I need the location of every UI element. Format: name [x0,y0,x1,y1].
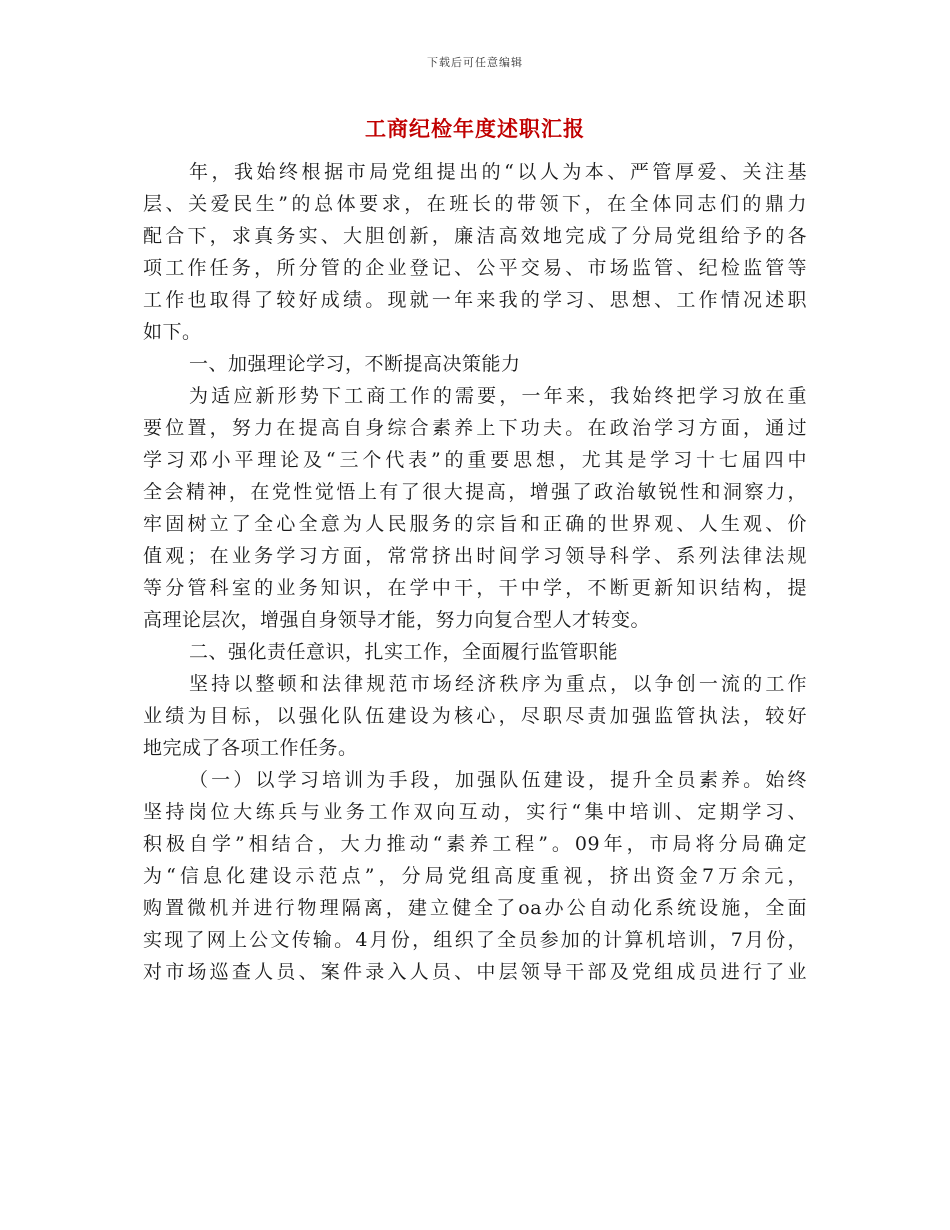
text-line: 值观；在业务学习方面，常常挤出时间学习领导科学、系列法律法规 [143,545,807,567]
text-line: 项工作任务，所分管的企业登记、公平交易、市场监管、纪检监管等 [143,257,807,279]
text-line: 要位置，努力在提高自身综合素养上下功夫。在政治学习方面，通过 [143,417,807,439]
text-line: 地完成了各项工作任务。 [143,737,358,759]
text-line: 购置微机并进行物理隔离，建立健全了oa办公自动化系统设施，全面 [143,897,807,919]
page-title: 工商纪检年度述职汇报 [365,116,585,141]
text-line: 高理论层次，增强自身领导才能，努力向复合型人才转变。 [143,609,651,631]
text-line: 实现了网上公文传输。4月份，组织了全员参加的计算机培训，7月份， [143,929,807,951]
header-note: 下载后可任意编辑 [427,56,523,69]
text-line: （一）以学习培训为手段，加强队伍建设，提升全员素养。始终 [189,769,807,791]
text-line: 业绩为目标，以强化队伍建设为核心，尽职尽责加强监管执法，较好 [143,705,807,727]
text-line: 牢固树立了全心全意为人民服务的宗旨和正确的世界观、人生观、价 [143,513,807,535]
text-line: 坚持以整顿和法律规范市场经济秩序为重点，以争创一流的工作 [189,673,807,695]
text-line: 学习邓小平理论及“三个代表”的重要思想，尤其是学习十七届四中 [143,449,807,471]
text-line: 工作也取得了较好成绩。现就一年来我的学习、思想、工作情况述职 [143,289,807,311]
section-heading: 一、加强理论学习，不断提高决策能力 [189,353,521,375]
text-line: 层、关爱民生”的总体要求，在班长的带领下，在全体同志们的鼎力 [143,193,807,215]
text-line: 积极自学”相结合，大力推动“素养工程”。09年，市局将分局确定 [143,833,807,855]
text-line: 全会精神，在党性觉悟上有了很大提高，增强了政治敏锐性和洞察力， [143,481,807,503]
text-line: 如下。 [143,321,202,343]
text-line: 配合下，求真务实、大胆创新，廉洁高效地完成了分局党组给予的各 [143,225,807,247]
text-line: 年，我始终根据市局党组提出的“以人为本、严管厚爱、关注基 [189,161,807,183]
text-line: 等分管科室的业务知识，在学中干，干中学，不断更新知识结构，提 [143,577,807,599]
text-line: 对市场巡查人员、案件录入人员、中层领导干部及党组成员进行了业 [143,961,807,983]
text-line: 为“信息化建设示范点”，分局党组高度重视，挤出资金7万余元， [143,865,807,887]
section-heading: 二、强化责任意识，扎实工作，全面履行监管职能 [189,641,619,663]
text-line: 坚持岗位大练兵与业务工作双向互动，实行“集中培训、定期学习、 [143,801,807,823]
body-text [143,156,807,988]
text-line: 为适应新形势下工商工作的需要，一年来，我始终把学习放在重 [189,385,807,407]
